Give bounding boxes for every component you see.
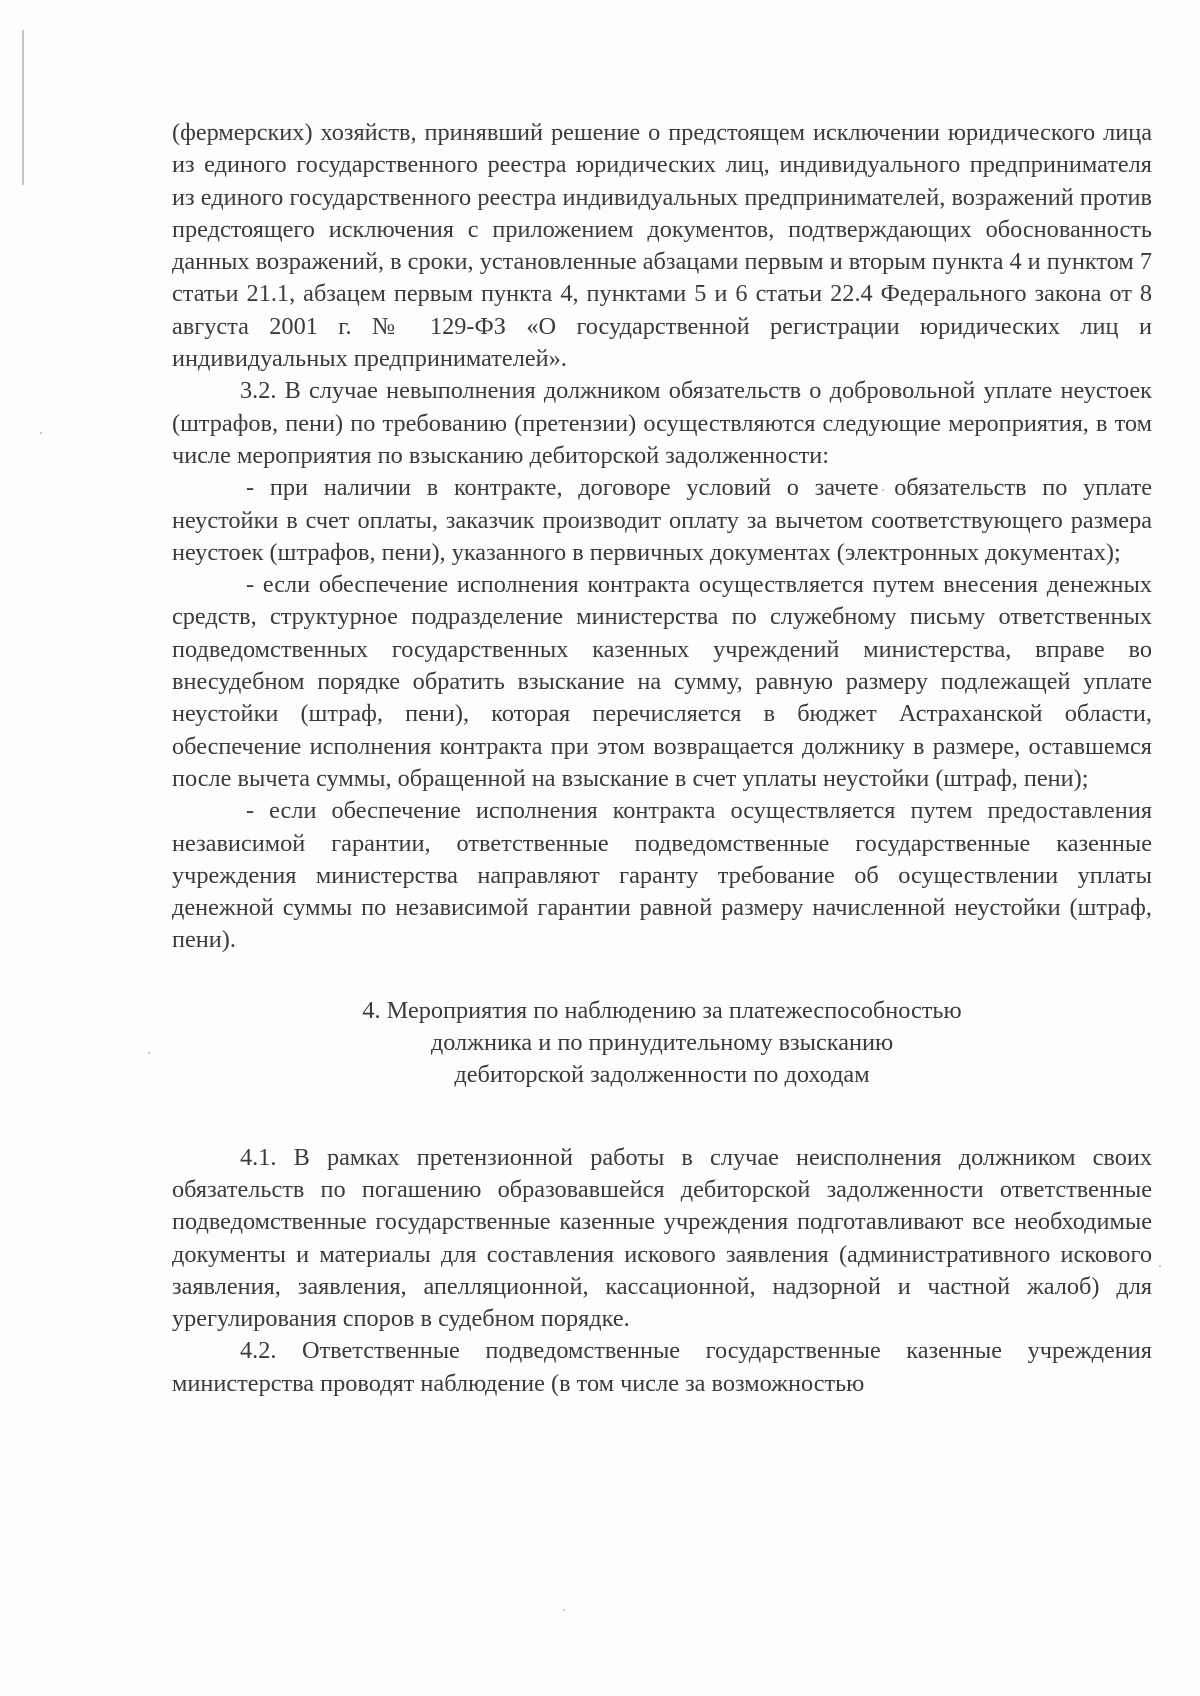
scan-speck (40, 432, 42, 434)
scan-speck (1159, 1265, 1161, 1267)
section-heading-line: дебиторской задолженности по доходам (454, 1061, 870, 1089)
scan-speck (148, 1052, 150, 1054)
paragraph-bullet-cash-security: - если обеспечение исполнения контракта осуществляется путем внесения денежных средств, структурное подразделение министерства по служебному письму ответственных подведомственных государственных казенных учреждений министерства, вправе во внесудебном порядке обратить взыскание на сумму, равную размеру подлежащей уплате неустойки (штраф, пени), которая перечисляется в бюджет Астраханской области, обеспечение исполнения контракта при этом возвращается должнику в размере, оставшемся после вычета суммы, обращенной на взыскание в счет уплаты неустойки (штраф, пени); (172, 571, 1152, 792)
paragraph-bullet-offset: - при наличии в контракте, договоре условий о зачете обязательств по уплате неустойки в счет оплаты, заказчик производит оплату за вычетом соответствующего размера неустоек (штрафов, пени), указанного в первичных документах (электронных документах); (172, 474, 1152, 566)
scan-speck (563, 1609, 565, 1611)
paragraph-clause-4-2: 4.2. Ответственные подведомственные государственные казенные учреждения министерства проводят наблюдение (в том числе за возможностью (172, 1337, 1152, 1397)
paragraph-clause-4-1: 4.1. В рамках претензионной работы в случае неисполнения должником своих обязательств по погашению образовавшейся дебиторской задолженности ответственные подведомственные государственные казенные учреждения подготавливают все необходимые документы и материалы для составления искового заявления (административного искового заявления, заявления, апелляционной, кассационной, надзорной и частной жалоб) для урегулирования споров в судебном порядке. (172, 1143, 1152, 1333)
section-heading-line: 4. Мероприятия по наблюдению за платежеспособностью (362, 996, 962, 1024)
section-heading-line: должника и по принудительному взысканию (430, 1029, 894, 1057)
paragraph-intro-continuation: (фермерских) хозяйств, принявший решение о предстоящем исключении юридического лица из единого государственного реестра юридических лиц, индивидуального предпринимателя из единого государственного реестра индивидуальных предпринимателей, возражений против предстоящего исключения с приложением документов, подтверждающих обоснованность данных возражений, в сроки, установленные абзацами первым и вторым пункта 4 и пунктом 7 статьи 21.1, абзацем первым пункта 4, пунктами 5 и 6 статьи 22.4 Федерального закона от 8 августа 2001 г. № 129-ФЗ «О государственной регистрации юридических лиц и индивидуальных предпринимателей». (172, 119, 1152, 373)
paragraph-bullet-guarantee: - если обеспечение исполнения контракта осуществляется путем предоставления независимой гарантии, ответственные подведомственные государственные казенные учреждения министерства направляют гаранту требование об осуществлении уплаты денежной суммы по независимой гарантии равной размеру начисленной неустойки (штраф, пени). (172, 797, 1152, 954)
document-body (172, 117, 1152, 1400)
scan-edge-mark (22, 30, 24, 185)
paragraph-clause-3-2: 3.2. В случае невыполнения должником обязательств о добровольной уплате неустоек (штрафов, пени) по требованию (претензии) осуществляются следующие мероприятия, в том числе мероприятия по взысканию дебиторской задолженности: (172, 377, 1152, 469)
section-heading (172, 995, 1152, 1092)
